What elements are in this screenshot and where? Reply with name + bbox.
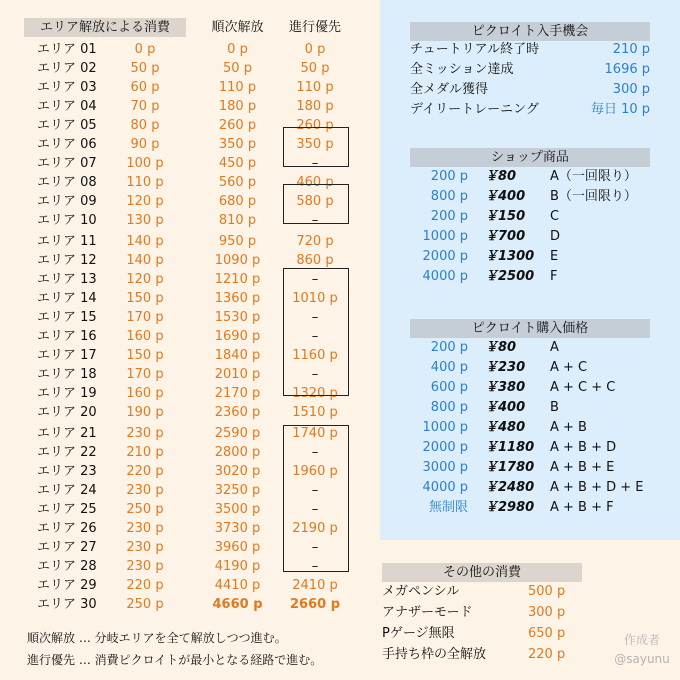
area-cost: 250 p [126, 597, 164, 612]
purchase-item [410, 338, 650, 358]
sequential-total: 350 p [218, 137, 257, 152]
acquire-label: 全ミッション達成 [410, 62, 514, 77]
sequential-total: 560 p [218, 175, 257, 190]
progress-total: 460 p [296, 175, 334, 190]
purchase-item [410, 458, 650, 478]
area-cost: 0 p [134, 42, 156, 57]
progress-total: – [311, 540, 319, 555]
shop-price: ￥80 [485, 169, 517, 184]
area-name: エリア 13 [37, 272, 97, 287]
area-cost: 230 p [126, 426, 164, 441]
area-cost: 150 p [126, 348, 164, 363]
purchase-item [410, 478, 650, 498]
purchase-content: A + B + E [550, 460, 615, 475]
progress-total: – [311, 272, 319, 287]
sequential-total: 450 p [218, 156, 257, 171]
area-cost: 70 p [130, 99, 160, 114]
sequential-header: 順次解放 [211, 20, 264, 35]
shop-content: E [550, 249, 559, 264]
acquire-value: 1696 p [604, 62, 650, 77]
area-cost: 150 p [126, 291, 164, 306]
shop-item [410, 267, 650, 287]
area-cost: 60 p [130, 80, 160, 95]
area-name: エリア 26 [37, 521, 97, 536]
purchase-content: A + B + D + E [550, 480, 644, 495]
shop-price: ￥2500 [485, 269, 535, 284]
progress-total: 720 p [296, 234, 334, 249]
acquire-value: 210 p [612, 42, 650, 57]
progress-total: 860 p [296, 253, 334, 268]
other-label: メガペンシル [382, 584, 460, 599]
note-progress: 進行優先 … 消費ピクロイトが最小となる経路で進む。 [27, 653, 323, 667]
purchase-item [410, 378, 650, 398]
purchase-price: ￥1180 [485, 440, 535, 455]
purchase-points: 200 p [430, 340, 468, 355]
other-label: アナザーモード [382, 605, 473, 620]
acquire-item [410, 100, 650, 120]
purchase-item [410, 398, 650, 418]
shop-item [410, 227, 650, 247]
table-row [0, 403, 380, 422]
sequential-total: 3250 p [214, 483, 261, 498]
purchase-points: 無制限 [428, 500, 468, 515]
progress-total: 1740 p [292, 426, 338, 441]
other-value: 500 p [528, 584, 566, 599]
sequential-total: 4190 p [214, 559, 261, 574]
sequential-total: 680 p [218, 194, 257, 209]
acquire-value: 300 p [612, 82, 650, 97]
shop-price: ￥1300 [485, 249, 535, 264]
sequential-total: 180 p [218, 99, 257, 114]
purchase-content: A + B [550, 420, 587, 435]
sequential-total: 2360 p [214, 405, 261, 420]
purchase-price: ￥1780 [485, 460, 535, 475]
branch-box-06-07 [283, 127, 349, 167]
area-name: エリア 06 [37, 137, 97, 152]
area-name: エリア 10 [37, 213, 97, 228]
acquire-value: 毎日 10 p [590, 102, 650, 117]
area-cost: 160 p [126, 386, 164, 401]
purchase-price: ￥400 [485, 400, 526, 415]
progress-header: 進行優先 [288, 20, 341, 35]
note-sequential: 順次解放 … 分岐エリアを全て解放しつつ進む。 [27, 631, 287, 645]
sequential-total: 810 p [218, 213, 257, 228]
shop-points: 1000 p [422, 229, 468, 244]
area-name: エリア 22 [37, 445, 97, 460]
area-cost: 170 p [126, 310, 164, 325]
area-cost: 230 p [126, 559, 164, 574]
area-cost: 190 p [126, 405, 164, 420]
credit-label: 作成者 [623, 633, 660, 647]
purchase-content: A + C + C [550, 380, 616, 395]
branch-box-09-10 [283, 184, 349, 224]
shop-points: 4000 p [422, 269, 468, 284]
purchase-points: 800 p [430, 400, 468, 415]
progress-total: – [311, 483, 319, 498]
area-cost: 210 p [126, 445, 164, 460]
area-cost: 230 p [126, 540, 164, 555]
other-value: 220 p [528, 647, 566, 662]
acquire-item [410, 60, 650, 80]
shop-item [410, 247, 650, 267]
acquire-item [410, 40, 650, 60]
area-cost: 170 p [126, 367, 164, 382]
area-cost: 220 p [126, 578, 164, 593]
area-cost: 80 p [130, 118, 160, 133]
area-name: エリア 17 [37, 348, 97, 363]
area-name: エリア 30 [37, 597, 97, 612]
shop-points: 200 p [430, 169, 468, 184]
area-cost: 230 p [126, 521, 164, 536]
progress-total: – [311, 502, 319, 517]
sequential-total: 2590 p [214, 426, 261, 441]
purchase-price: ￥80 [485, 340, 517, 355]
progress-total: 1960 p [292, 464, 338, 479]
area-name: エリア 16 [37, 329, 97, 344]
acquire-title: ピクロイト入手機会 [410, 22, 650, 41]
other-value: 300 p [528, 605, 566, 620]
sequential-total: 1690 p [214, 329, 261, 344]
area-name: エリア 25 [37, 502, 97, 517]
purchase-item [410, 498, 650, 518]
purchase-points: 600 p [430, 380, 468, 395]
branch-box-13-19 [283, 268, 349, 396]
shop-price: ￥150 [485, 209, 526, 224]
table-row [0, 576, 380, 595]
area-name: エリア 11 [37, 234, 97, 249]
credit-handle: @sayunu [614, 652, 670, 666]
purchase-points: 2000 p [422, 440, 468, 455]
sequential-total: 2170 p [214, 386, 261, 401]
progress-total: 350 p [296, 137, 334, 152]
area-cost: 130 p [126, 213, 164, 228]
purchase-item [410, 358, 650, 378]
shop-price: ￥700 [485, 229, 526, 244]
other-title: その他の消費 [382, 563, 582, 582]
table-row [0, 97, 380, 116]
sequential-total: 1090 p [214, 253, 261, 268]
area-name: エリア 21 [37, 426, 97, 441]
progress-total: 580 p [296, 194, 334, 209]
shop-content: B（一回限り） [550, 189, 637, 204]
sequential-total: 110 p [218, 80, 257, 95]
area-name: エリア 08 [37, 175, 97, 190]
area-name: エリア 27 [37, 540, 97, 555]
sequential-total: 1210 p [214, 272, 261, 287]
other-value: 650 p [528, 626, 566, 641]
purchase-content: B [550, 400, 559, 415]
shop-content: D [550, 229, 561, 244]
purchase-item [410, 418, 650, 438]
sequential-total: 3730 p [214, 521, 261, 536]
area-cost: 220 p [126, 464, 164, 479]
other-label: Pゲージ無限 [382, 626, 455, 641]
purchase-item [410, 438, 650, 458]
acquire-item [410, 80, 650, 100]
purchase-points: 400 p [430, 360, 468, 375]
shop-item [410, 167, 650, 187]
purchase-points: 4000 p [422, 480, 468, 495]
area-name: エリア 28 [37, 559, 97, 574]
shop-item [410, 207, 650, 227]
area-name: エリア 23 [37, 464, 97, 479]
progress-total: – [311, 329, 319, 344]
area-name: エリア 09 [37, 194, 97, 209]
area-cost: 230 p [126, 483, 164, 498]
area-cost: 50 p [130, 61, 160, 76]
area-name: エリア 01 [37, 42, 97, 57]
sequential-total: 0 p [227, 42, 248, 57]
progress-total: 1320 p [292, 386, 338, 401]
sequential-total: 1360 p [214, 291, 261, 306]
branch-box-21-28 [283, 425, 349, 572]
sequential-total: 950 p [218, 234, 257, 249]
area-cost: 90 p [130, 137, 160, 152]
other-item [382, 603, 582, 623]
other-label: 手持ち枠の全解放 [382, 647, 487, 662]
progress-total: 260 p [296, 118, 334, 133]
other-item [382, 645, 582, 665]
progress-total: 2190 p [292, 521, 338, 536]
shop-price: ￥400 [485, 189, 526, 204]
sequential-total: 3500 p [214, 502, 261, 517]
purchase-content: A + C [550, 360, 588, 375]
area-cost: 120 p [126, 194, 164, 209]
progress-total: 180 p [296, 99, 334, 114]
sequential-total: 260 p [218, 118, 257, 133]
purchase-price: ￥2480 [485, 480, 535, 495]
area-cost-header: エリア解放による消費 [24, 18, 186, 37]
shop-content: F [550, 269, 558, 284]
purchase-points: 1000 p [422, 420, 468, 435]
sequential-total: 3960 p [214, 540, 261, 555]
progress-total: – [311, 156, 319, 171]
area-name: エリア 02 [37, 61, 97, 76]
table-row [0, 78, 380, 97]
shop-item [410, 187, 650, 207]
area-cost: 250 p [126, 502, 164, 517]
area-name: エリア 29 [37, 578, 97, 593]
area-name: エリア 07 [37, 156, 97, 171]
purchase-price: ￥230 [485, 360, 526, 375]
purchase-points: 3000 p [422, 460, 468, 475]
other-item [382, 582, 582, 602]
progress-total: 1010 p [292, 291, 338, 306]
other-item [382, 624, 582, 644]
purchase-price: ￥380 [485, 380, 526, 395]
area-name: エリア 05 [37, 118, 97, 133]
area-name: エリア 18 [37, 367, 97, 382]
area-name: エリア 03 [37, 80, 97, 95]
progress-total: – [311, 367, 319, 382]
purchase-price: ￥480 [485, 420, 526, 435]
sequential-total: 1840 p [214, 348, 261, 363]
area-name: エリア 20 [37, 405, 97, 420]
table-row [0, 595, 380, 614]
area-name: エリア 14 [37, 291, 97, 306]
shop-points: 800 p [430, 189, 468, 204]
shop-content: C [550, 209, 560, 224]
progress-total: 110 p [296, 80, 334, 95]
shop-points: 2000 p [422, 249, 468, 264]
table-row [0, 40, 380, 59]
sequential-total: 50 p [223, 61, 252, 76]
table-row [0, 232, 380, 251]
progress-total: – [311, 213, 319, 228]
progress-total: 1510 p [292, 405, 338, 420]
sequential-total: 2800 p [214, 445, 261, 460]
purchase-content: A [550, 340, 559, 355]
purchase-price: ￥2980 [485, 500, 535, 515]
progress-total: 0 p [304, 42, 326, 57]
sequential-total: 2010 p [214, 367, 261, 382]
sequential-total: 1530 p [214, 310, 261, 325]
acquire-label: チュートリアル終了時 [410, 42, 540, 57]
area-name: エリア 24 [37, 483, 97, 498]
progress-total: 2660 p [289, 597, 340, 612]
area-name: エリア 12 [37, 253, 97, 268]
progress-total: 1160 p [292, 348, 338, 363]
shop-points: 200 p [430, 209, 468, 224]
area-cost: 110 p [126, 175, 164, 190]
acquire-label: デイリートレーニング [410, 102, 539, 117]
progress-total: – [311, 310, 319, 325]
shop-content: A（一回限り） [550, 169, 637, 184]
area-name: エリア 15 [37, 310, 97, 325]
acquire-label: 全メダル獲得 [410, 82, 489, 97]
sequential-total: 3020 p [214, 464, 261, 479]
sequential-total: 4410 p [214, 578, 261, 593]
sequential-total: 4660 p [212, 597, 263, 612]
area-cost: 120 p [126, 272, 164, 287]
progress-total: – [311, 445, 319, 460]
progress-total: 50 p [300, 61, 330, 76]
purchase-title: ピクロイト購入価格 [410, 319, 650, 338]
table-row [0, 59, 380, 78]
progress-total: 2410 p [292, 578, 338, 593]
area-cost: 140 p [126, 253, 164, 268]
purchase-content: A + B + D [550, 440, 617, 455]
area-name: エリア 19 [37, 386, 97, 401]
area-cost: 160 p [126, 329, 164, 344]
area-cost: 140 p [126, 234, 164, 249]
progress-total: – [311, 559, 319, 574]
shop-title: ショップ商品 [410, 148, 650, 167]
purchase-content: A + B + F [550, 500, 614, 515]
area-cost: 100 p [126, 156, 164, 171]
area-name: エリア 04 [37, 99, 97, 114]
